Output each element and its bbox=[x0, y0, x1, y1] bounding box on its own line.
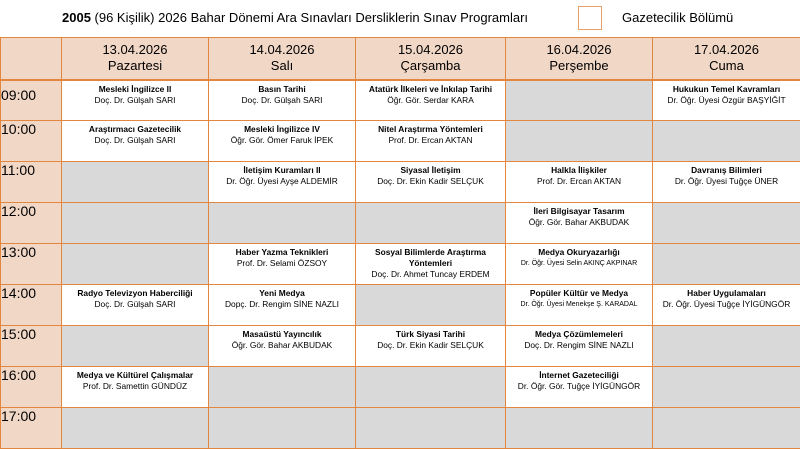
empty-cell bbox=[62, 203, 209, 244]
instructor-name: Doç. Dr. Gülşah SARI bbox=[94, 94, 176, 105]
empty-cell bbox=[62, 408, 209, 449]
time-label: 17:00 bbox=[1, 408, 62, 449]
exam-cell bbox=[506, 285, 653, 326]
time-label: 16:00 bbox=[1, 367, 62, 408]
day-name: Perşembe bbox=[549, 58, 609, 74]
page-title: 2005 (96 Kişilik) 2026 Bahar Dönemi Ara Sınavları Dersliklerin Sınav Programları bbox=[62, 10, 529, 25]
exam-cell bbox=[62, 121, 209, 162]
time-row bbox=[1, 121, 800, 162]
empty-cell bbox=[506, 408, 653, 449]
exam-cell bbox=[653, 80, 800, 121]
instructor-name: Prof. Dr. Ercan AKTAN bbox=[536, 176, 622, 186]
instructor-name: Dr. Öğr. Üyesi Selin AKINÇ AKPINAR bbox=[520, 260, 638, 267]
course-name: Masaüstü Yayıncılık bbox=[242, 329, 322, 339]
day-date: 13.04.2026 bbox=[102, 42, 168, 58]
day-header-row bbox=[1, 38, 800, 80]
course-name: Radyo Televizyon Haberciliği bbox=[77, 288, 193, 298]
course-name: Basın Tarihi bbox=[258, 83, 306, 94]
exam-cell bbox=[356, 162, 506, 203]
exam-cell bbox=[506, 162, 653, 203]
time-label: 14:00 bbox=[1, 285, 62, 326]
exam-cell bbox=[209, 326, 356, 367]
instructor-name: Dr. Öğr. Üyesi Ayşe ALDEMİR bbox=[226, 176, 338, 186]
empty-cell bbox=[209, 203, 356, 244]
empty-cell bbox=[62, 326, 209, 367]
course-name: Yeni Medya bbox=[259, 288, 305, 298]
course-name: Nitel Araştırma Yöntemleri bbox=[378, 124, 483, 134]
instructor-name: Prof. Dr. Samettin GÜNDÜZ bbox=[82, 381, 188, 391]
instructor-name: Dr. Öğr. Üyesi Menekşe Ş. KARADAL bbox=[520, 301, 638, 308]
time-label: 09:00 bbox=[1, 80, 62, 121]
exam-cell bbox=[356, 80, 506, 121]
course-name: Popüler Kültür ve Medya bbox=[529, 288, 629, 298]
exam-cell bbox=[506, 326, 653, 367]
header bbox=[0, 0, 800, 36]
empty-cell bbox=[653, 121, 800, 162]
time-row bbox=[1, 285, 800, 326]
time-row bbox=[1, 326, 800, 367]
exam-cell bbox=[653, 162, 800, 203]
course-name: Mesleki İngilizce II bbox=[98, 83, 172, 94]
department-label: Gazetecilik Bölümü bbox=[622, 10, 734, 25]
empty-cell bbox=[209, 408, 356, 449]
instructor-name: Dr. Öğr. Gör. Tuğçe İYİGÜNGÖR bbox=[517, 381, 641, 391]
instructor-name: Doç. Dr. Ekin Kadir SELÇUK bbox=[377, 176, 484, 186]
instructor-name: Doç. Dr. Ekin Kadir SELÇUK bbox=[377, 340, 484, 350]
empty-cell bbox=[356, 203, 506, 244]
empty-cell bbox=[62, 244, 209, 285]
course-name: Davranış Bilimleri bbox=[691, 165, 762, 175]
course-name: Medya Okuryazarlığı bbox=[538, 247, 620, 257]
instructor-name: Doç. Dr. Ahmet Tuncay ERDEM bbox=[371, 269, 490, 279]
instructor-name: Öğr. Gör. Bahar AKBUDAK bbox=[231, 340, 333, 350]
schedule-table bbox=[0, 37, 800, 449]
instructor-name: Prof. Dr. Ercan AKTAN bbox=[388, 135, 473, 145]
corner-cell bbox=[1, 38, 62, 80]
exam-cell bbox=[62, 80, 209, 121]
course-name: Siyasal İletişim bbox=[400, 165, 461, 175]
course-name: Türk Siyasi Tarihi bbox=[395, 329, 466, 339]
instructor-name: Prof. Dr. Selami ÖZSOY bbox=[236, 258, 328, 268]
time-label: 12:00 bbox=[1, 203, 62, 244]
day-header bbox=[62, 38, 209, 80]
exam-cell bbox=[209, 121, 356, 162]
course-name: Halkla İlişkiler bbox=[551, 165, 607, 175]
instructor-name: Dr. Öğr. Üyesi Tuğçe ÜNER bbox=[674, 176, 779, 186]
course-name: Haber Yazma Teknikleri bbox=[235, 247, 329, 257]
exam-cell bbox=[209, 80, 356, 121]
time-row bbox=[1, 80, 800, 121]
exam-cell bbox=[209, 162, 356, 203]
instructor-name: Dopç. Dr. Rengim SİNE NAZLI bbox=[224, 299, 340, 309]
exam-cell bbox=[653, 285, 800, 326]
empty-cell bbox=[209, 367, 356, 408]
time-label: 10:00 bbox=[1, 121, 62, 162]
department-checkbox bbox=[578, 6, 602, 30]
empty-cell bbox=[653, 244, 800, 285]
day-date: 16.04.2026 bbox=[546, 42, 612, 58]
course-name: İleri Bilgisayar Tasarım bbox=[533, 206, 625, 216]
exam-cell bbox=[506, 244, 653, 285]
course-name: Haber Uygulamaları bbox=[687, 288, 766, 298]
time-row bbox=[1, 367, 800, 408]
empty-cell bbox=[506, 121, 653, 162]
empty-cell bbox=[506, 80, 653, 121]
instructor-name: Dr. Öğr. Üyesi Özgür BAŞYİĞİT bbox=[667, 94, 786, 105]
instructor-name: Öğr. Gör. Ömer Faruk İPEK bbox=[230, 135, 334, 145]
day-header bbox=[209, 38, 356, 80]
instructor-name: Doç. Dr. Gülşah SARI bbox=[94, 299, 176, 309]
time-row bbox=[1, 203, 800, 244]
time-label: 11:00 bbox=[1, 162, 62, 203]
empty-cell bbox=[653, 408, 800, 449]
course-name: İletişim Kuramları II bbox=[243, 165, 321, 175]
empty-cell bbox=[356, 285, 506, 326]
exam-cell bbox=[62, 285, 209, 326]
empty-cell bbox=[356, 408, 506, 449]
instructor-name: Dr. Öğr. Üyesi Tuğçe İYİGÜNGÖR bbox=[662, 299, 791, 309]
course-name: Atatürk İlkeleri ve İnkılap Tarihi bbox=[368, 83, 493, 94]
day-header bbox=[356, 38, 506, 80]
exam-cell bbox=[356, 326, 506, 367]
time-label: 15:00 bbox=[1, 326, 62, 367]
instructor-name: Doç. Dr. Gülşah SARI bbox=[94, 135, 176, 145]
day-name: Çarşamba bbox=[400, 58, 461, 74]
day-date: 15.04.2026 bbox=[397, 42, 464, 58]
day-name: Salı bbox=[270, 58, 294, 74]
exam-cell bbox=[209, 244, 356, 285]
instructor-name: Doç. Dr. Rengim SİNE NAZLI bbox=[524, 340, 634, 350]
course-name: Sosyal Bilimlerde Araştırma Yöntemleri bbox=[375, 247, 486, 268]
day-header bbox=[506, 38, 653, 80]
empty-cell bbox=[356, 367, 506, 408]
empty-cell bbox=[62, 162, 209, 203]
instructor-name: Doç. Dr. Gülşah SARI bbox=[241, 94, 323, 105]
exam-cell bbox=[62, 367, 209, 408]
course-name: Mesleki İngilizce IV bbox=[244, 124, 320, 134]
empty-cell bbox=[653, 203, 800, 244]
instructor-name: Öğr. Gör. Bahar AKBUDAK bbox=[528, 217, 630, 227]
empty-cell bbox=[653, 367, 800, 408]
course-name: Hukukun Temel Kavramları bbox=[672, 83, 781, 94]
course-name: Araştırmacı Gazetecilik bbox=[88, 124, 182, 134]
day-date: 14.04.2026 bbox=[249, 42, 315, 58]
day-date: 17.04.2026 bbox=[693, 42, 760, 58]
day-name: Cuma bbox=[709, 58, 744, 74]
time-row bbox=[1, 408, 800, 449]
day-name: Pazartesi bbox=[107, 58, 163, 74]
time-row bbox=[1, 162, 800, 203]
course-name: İnternet Gazeteciliği bbox=[539, 370, 619, 380]
empty-cell bbox=[653, 326, 800, 367]
exam-cell bbox=[356, 121, 506, 162]
exam-cell bbox=[356, 244, 506, 285]
course-name: Medya ve Kültürel Çalışmalar bbox=[76, 370, 194, 380]
course-name: Medya Çözümlemeleri bbox=[535, 329, 623, 339]
day-header bbox=[653, 38, 800, 80]
time-label: 13:00 bbox=[1, 244, 62, 285]
instructor-name: Öğr. Gör. Serdar KARA bbox=[387, 94, 474, 105]
exam-cell bbox=[506, 367, 653, 408]
exam-cell bbox=[506, 203, 653, 244]
time-row bbox=[1, 244, 800, 285]
exam-cell bbox=[209, 285, 356, 326]
